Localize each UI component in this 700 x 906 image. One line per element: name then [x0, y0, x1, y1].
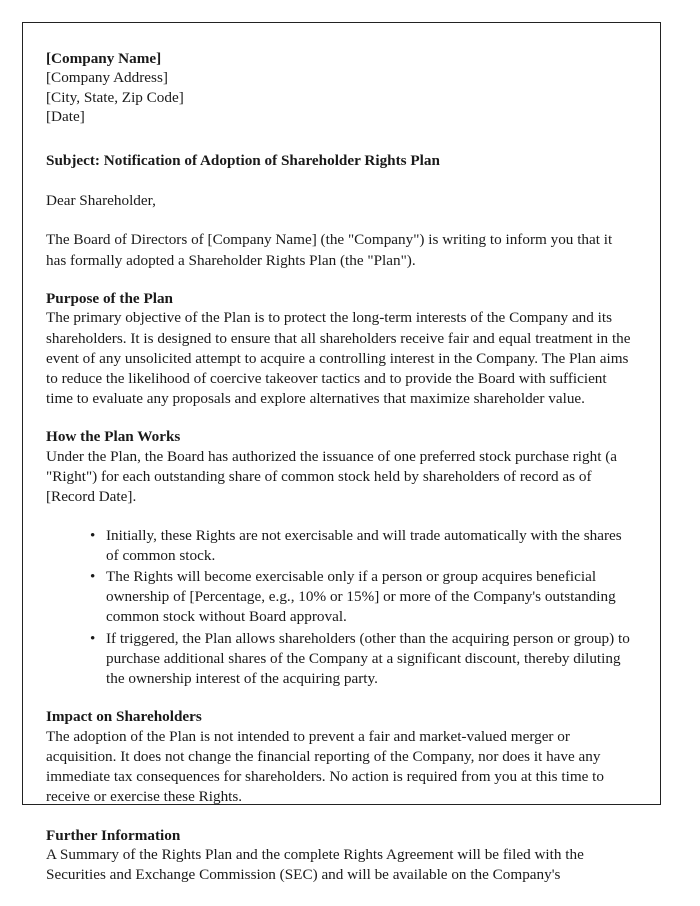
section-how-the-plan-works: [46, 427, 636, 507]
plan-mechanics-bullet-list: [46, 526, 636, 690]
content-overflow-spacer: [46, 904, 636, 906]
letterhead-block: [46, 49, 636, 127]
list-item: • The Rights will become exercisable only if a person or group acquires beneficial ownership of [Percentage, e.g., 10% or 15%] or more of the Company's outstanding common stock without Board approval.: [90, 567, 636, 628]
letterhead-company-name: [Company Name]: [46, 50, 162, 67]
intro-paragraph: The Board of Directors of [Company Name] (the "Company") is writing to inform you that it has formally adopted a Shareholder Rights Plan (the "Plan").: [46, 231, 613, 269]
letterhead-city-state-zip: [City, State, Zip Code]: [46, 88, 184, 106]
section-heading: Impact on Shareholders: [46, 708, 202, 726]
section-impact-on-shareholders: [46, 707, 636, 807]
section-heading: How the Plan Works: [46, 428, 181, 446]
list-item: • If triggered, the Plan allows shareholders (other than the acquiring person or group) to purchase additional shares of the Company at a significant discount, thereby diluting the ownership interest of the acquiring party.: [90, 629, 636, 690]
subject-line: Subject: Notification of Adoption of Shareholder Rights Plan: [46, 151, 440, 169]
section-body: The primary objective of the Plan is to protect the long-term interests of the Company and its shareholders. It is designed to ensure that all shareholders receive fair and equal treatment in the event of any unsolicited attempt to acquire a controlling interest in the Company. The Plan aims to reduce the likelihood of coercive takeover tactics and to provide the Board with sufficient time to evaluate any proposals and explore alternatives that maximize shareholder value.: [46, 309, 631, 408]
section-heading: Further Information: [46, 826, 181, 844]
section-further-information: [46, 826, 636, 886]
letterhead-date: [Date]: [46, 108, 85, 126]
section-heading: Purpose of the Plan: [46, 289, 173, 307]
section-purpose-of-the-plan: [46, 289, 636, 410]
list-item: • Initially, these Rights are not exercisable and will trade automatically with the shares of common stock.: [90, 526, 636, 566]
salutation: Dear Shareholder,: [46, 192, 156, 210]
section-body: Under the Plan, the Board has authorized the issuance of one preferred stock purchase right (a "Right") for each outstanding share of common stock held by shareholders of record as of [Record Date].: [46, 448, 618, 506]
section-body: The adoption of the Plan is not intended to prevent a fair and market-valued merger or acquisition. It does not change the financial reporting of the Company, nor does it have any immediate tax consequences for shareholders. No action is required from you at this time to receive or exercise these Rights.: [46, 727, 604, 806]
document-content: [23, 23, 662, 906]
section-body: A Summary of the Rights Plan and the complete Rights Agreement will be filed with the Securities and Exchange Commission (SEC) and will be available on the Company's: [46, 846, 584, 884]
document-page: [22, 22, 661, 884]
letterhead-company-address: [Company Address]: [46, 69, 168, 87]
